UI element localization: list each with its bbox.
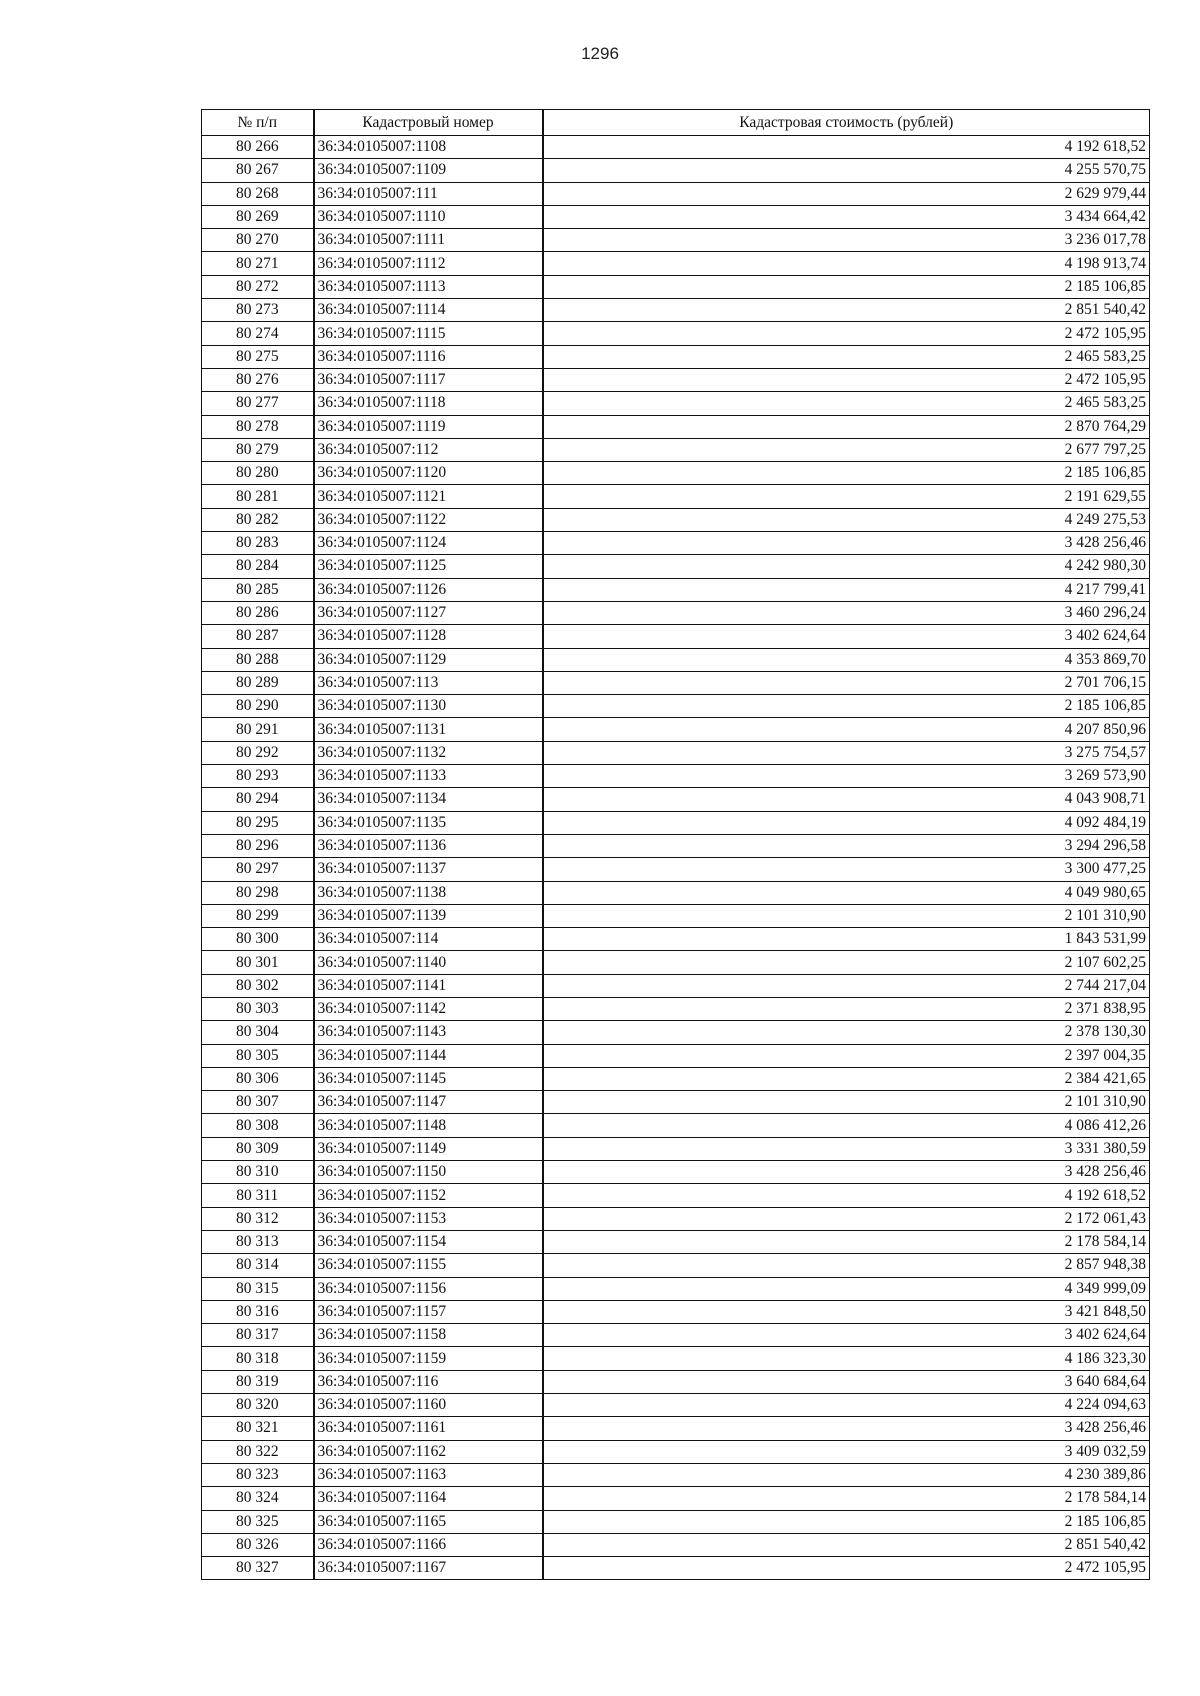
cadastral-number: 36:34:0105007:1125	[314, 555, 543, 578]
table-row	[202, 415, 1150, 438]
cadastral-number: 36:34:0105007:1120	[314, 462, 543, 485]
cadastral-number: 36:34:0105007:116	[314, 1370, 543, 1393]
table-row	[202, 671, 1150, 694]
table-row	[202, 1254, 1150, 1277]
table-row	[202, 788, 1150, 811]
cadastral-number: 36:34:0105007:1160	[314, 1394, 543, 1417]
table-row	[202, 601, 1150, 624]
cadastral-number: 36:34:0105007:1129	[314, 648, 543, 671]
table-row	[202, 1067, 1150, 1090]
cadastral-number: 36:34:0105007:1153	[314, 1207, 543, 1230]
table-row	[202, 1463, 1150, 1486]
table-row	[202, 1347, 1150, 1370]
row-number: 80 279	[202, 438, 314, 461]
cadastral-number: 36:34:0105007:1127	[314, 601, 543, 624]
cadastral-number: 36:34:0105007:1147	[314, 1091, 543, 1114]
row-number: 80 315	[202, 1277, 314, 1300]
cadastral-number: 36:34:0105007:1150	[314, 1161, 543, 1184]
table-row	[202, 578, 1150, 601]
row-number: 80 277	[202, 392, 314, 415]
cadastral-value: 2 744 217,04	[543, 974, 1150, 997]
table-row	[202, 858, 1150, 881]
cadastral-value: 2 857 948,38	[543, 1254, 1150, 1277]
table-row	[202, 1114, 1150, 1137]
row-number: 80 272	[202, 275, 314, 298]
row-number: 80 295	[202, 811, 314, 834]
row-number: 80 303	[202, 997, 314, 1020]
cadastral-number: 36:34:0105007:1136	[314, 834, 543, 857]
row-number: 80 268	[202, 182, 314, 205]
cadastral-value: 3 300 477,25	[543, 858, 1150, 881]
row-number: 80 320	[202, 1394, 314, 1417]
cadastral-value: 4 217 799,41	[543, 578, 1150, 601]
table-row	[202, 1533, 1150, 1556]
row-number: 80 318	[202, 1347, 314, 1370]
cadastral-value: 3 269 573,90	[543, 765, 1150, 788]
cadastral-number: 36:34:0105007:1117	[314, 368, 543, 391]
table-row	[202, 625, 1150, 648]
row-number: 80 304	[202, 1021, 314, 1044]
table-row	[202, 1557, 1150, 1580]
cadastral-value: 3 434 664,42	[543, 205, 1150, 228]
cadastral-value: 3 428 256,46	[543, 532, 1150, 555]
cadastral-value: 4 249 275,53	[543, 508, 1150, 531]
cadastral-value: 2 701 706,15	[543, 671, 1150, 694]
cadastral-number: 36:34:0105007:1157	[314, 1300, 543, 1323]
cadastral-number: 36:34:0105007:1124	[314, 532, 543, 555]
cadastral-value: 4 186 323,30	[543, 1347, 1150, 1370]
row-number: 80 276	[202, 368, 314, 391]
cadastral-number: 36:34:0105007:1167	[314, 1557, 543, 1580]
table-row	[202, 1021, 1150, 1044]
row-number: 80 321	[202, 1417, 314, 1440]
table-row	[202, 438, 1150, 461]
table-row	[202, 1044, 1150, 1067]
table-row	[202, 392, 1150, 415]
cadastral-number: 36:34:0105007:1133	[314, 765, 543, 788]
cadastral-value: 4 242 980,30	[543, 555, 1150, 578]
row-number: 80 287	[202, 625, 314, 648]
cadastral-value: 4 198 913,74	[543, 252, 1150, 275]
cadastral-number: 36:34:0105007:1163	[314, 1463, 543, 1486]
table-row	[202, 765, 1150, 788]
table-row	[202, 252, 1150, 275]
row-number: 80 323	[202, 1463, 314, 1486]
row-number: 80 297	[202, 858, 314, 881]
row-number: 80 299	[202, 904, 314, 927]
cadastral-value: 3 275 754,57	[543, 741, 1150, 764]
table-row	[202, 951, 1150, 974]
table-row	[202, 1207, 1150, 1230]
cadastral-value: 4 224 094,63	[543, 1394, 1150, 1417]
row-number: 80 310	[202, 1161, 314, 1184]
cadastral-value: 1 843 531,99	[543, 928, 1150, 951]
cadastral-number: 36:34:0105007:1111	[314, 229, 543, 252]
cadastral-number: 36:34:0105007:1108	[314, 136, 543, 159]
cadastral-value: 4 043 908,71	[543, 788, 1150, 811]
cadastral-number: 36:34:0105007:1134	[314, 788, 543, 811]
cadastral-number: 36:34:0105007:1130	[314, 695, 543, 718]
row-number: 80 309	[202, 1137, 314, 1160]
cadastral-value: 4 230 389,86	[543, 1463, 1150, 1486]
cadastral-value: 2 101 310,90	[543, 1091, 1150, 1114]
table-row	[202, 1417, 1150, 1440]
table-row	[202, 1324, 1150, 1347]
table-header	[202, 110, 1150, 136]
row-number: 80 294	[202, 788, 314, 811]
table-row	[202, 741, 1150, 764]
cadastral-value: 2 629 979,44	[543, 182, 1150, 205]
table-row	[202, 508, 1150, 531]
cadastral-value: 2 371 838,95	[543, 997, 1150, 1020]
table-row	[202, 462, 1150, 485]
row-number: 80 308	[202, 1114, 314, 1137]
cadastral-value: 2 185 106,85	[543, 1510, 1150, 1533]
cadastral-value: 4 349 999,09	[543, 1277, 1150, 1300]
table-row	[202, 229, 1150, 252]
cadastral-number: 36:34:0105007:111	[314, 182, 543, 205]
cadastral-number: 36:34:0105007:1131	[314, 718, 543, 741]
table-row	[202, 648, 1150, 671]
row-number: 80 319	[202, 1370, 314, 1393]
cadastral-number: 36:34:0105007:1166	[314, 1533, 543, 1556]
row-number: 80 280	[202, 462, 314, 485]
cadastral-value: 2 185 106,85	[543, 695, 1150, 718]
cadastral-number: 36:34:0105007:1139	[314, 904, 543, 927]
table-row	[202, 1091, 1150, 1114]
cadastral-value: 4 192 618,52	[543, 136, 1150, 159]
row-number: 80 301	[202, 951, 314, 974]
row-number: 80 284	[202, 555, 314, 578]
table-row	[202, 1487, 1150, 1510]
cadastral-number: 36:34:0105007:1122	[314, 508, 543, 531]
table-row	[202, 1510, 1150, 1533]
cadastral-number: 36:34:0105007:1141	[314, 974, 543, 997]
cadastral-value: 2 397 004,35	[543, 1044, 1150, 1067]
row-number: 80 271	[202, 252, 314, 275]
cadastral-value: 2 472 105,95	[543, 1557, 1150, 1580]
cadastral-number: 36:34:0105007:1164	[314, 1487, 543, 1510]
cadastral-number: 36:34:0105007:1161	[314, 1417, 543, 1440]
cadastral-value: 4 086 412,26	[543, 1114, 1150, 1137]
cadastral-value: 2 178 584,14	[543, 1230, 1150, 1253]
table-row	[202, 532, 1150, 555]
cadastral-value: 3 402 624,64	[543, 625, 1150, 648]
row-number: 80 273	[202, 299, 314, 322]
cadastral-number: 36:34:0105007:112	[314, 438, 543, 461]
row-number: 80 289	[202, 671, 314, 694]
table-row	[202, 718, 1150, 741]
row-number: 80 293	[202, 765, 314, 788]
cadastral-value: 2 472 105,95	[543, 368, 1150, 391]
column-header-cadastral-value: Кадастровая стоимость (рублей)	[543, 110, 1150, 136]
cadastral-value: 2 851 540,42	[543, 299, 1150, 322]
table-row	[202, 182, 1150, 205]
cadastral-number: 36:34:0105007:1112	[314, 252, 543, 275]
table-row	[202, 997, 1150, 1020]
cadastral-number: 36:34:0105007:1109	[314, 159, 543, 182]
cadastral-value: 2 465 583,25	[543, 345, 1150, 368]
cadastral-number: 36:34:0105007:1162	[314, 1440, 543, 1463]
column-header-cadastral-number: Кадастровый номер	[314, 110, 543, 136]
cadastral-value: 3 421 848,50	[543, 1300, 1150, 1323]
row-number: 80 270	[202, 229, 314, 252]
row-number: 80 288	[202, 648, 314, 671]
table-row	[202, 299, 1150, 322]
cadastral-value: 3 402 624,64	[543, 1324, 1150, 1347]
table-row	[202, 974, 1150, 997]
table-row	[202, 1161, 1150, 1184]
cadastral-value: 2 185 106,85	[543, 462, 1150, 485]
cadastral-number: 36:34:0105007:1126	[314, 578, 543, 601]
cadastral-value: 2 465 583,25	[543, 392, 1150, 415]
row-number: 80 296	[202, 834, 314, 857]
table-row	[202, 904, 1150, 927]
row-number: 80 266	[202, 136, 314, 159]
table-row	[202, 1300, 1150, 1323]
row-number: 80 305	[202, 1044, 314, 1067]
table-row	[202, 695, 1150, 718]
cadastral-number: 36:34:0105007:1116	[314, 345, 543, 368]
row-number: 80 325	[202, 1510, 314, 1533]
row-number: 80 316	[202, 1300, 314, 1323]
row-number: 80 314	[202, 1254, 314, 1277]
table-row	[202, 811, 1150, 834]
table-row	[202, 1394, 1150, 1417]
table-row	[202, 881, 1150, 904]
row-number: 80 322	[202, 1440, 314, 1463]
cadastral-value: 4 049 980,65	[543, 881, 1150, 904]
header-row	[202, 110, 1150, 136]
cadastral-value: 2 378 130,30	[543, 1021, 1150, 1044]
cadastral-number: 36:34:0105007:1142	[314, 997, 543, 1020]
cadastral-number: 36:34:0105007:1119	[314, 415, 543, 438]
cadastral-number: 36:34:0105007:1110	[314, 205, 543, 228]
cadastral-number: 36:34:0105007:1159	[314, 1347, 543, 1370]
table-row	[202, 345, 1150, 368]
cadastral-value: 3 294 296,58	[543, 834, 1150, 857]
table-row	[202, 1230, 1150, 1253]
cadastral-value: 3 236 017,78	[543, 229, 1150, 252]
row-number: 80 274	[202, 322, 314, 345]
cadastral-value: 4 192 618,52	[543, 1184, 1150, 1207]
cadastral-value: 2 185 106,85	[543, 275, 1150, 298]
table-body	[202, 136, 1150, 1580]
row-number: 80 307	[202, 1091, 314, 1114]
cadastral-value: 2 172 061,43	[543, 1207, 1150, 1230]
cadastral-number: 36:34:0105007:1118	[314, 392, 543, 415]
row-number: 80 281	[202, 485, 314, 508]
row-number: 80 312	[202, 1207, 314, 1230]
row-number: 80 313	[202, 1230, 314, 1253]
cadastral-number: 36:34:0105007:1121	[314, 485, 543, 508]
table-row	[202, 1440, 1150, 1463]
cadastral-number: 36:34:0105007:1115	[314, 322, 543, 345]
cadastral-number: 36:34:0105007:1113	[314, 275, 543, 298]
cadastral-value: 2 384 421,65	[543, 1067, 1150, 1090]
row-number: 80 311	[202, 1184, 314, 1207]
cadastral-value: 4 207 850,96	[543, 718, 1150, 741]
column-header-number: № п/п	[202, 110, 314, 136]
table-row	[202, 1184, 1150, 1207]
cadastral-number: 36:34:0105007:1143	[314, 1021, 543, 1044]
cadastral-value-table	[201, 109, 1150, 1580]
row-number: 80 285	[202, 578, 314, 601]
row-number: 80 278	[202, 415, 314, 438]
cadastral-value: 3 428 256,46	[543, 1161, 1150, 1184]
row-number: 80 317	[202, 1324, 314, 1347]
table-row	[202, 322, 1150, 345]
table-row	[202, 205, 1150, 228]
table-row	[202, 485, 1150, 508]
cadastral-value: 3 640 684,64	[543, 1370, 1150, 1393]
row-number: 80 267	[202, 159, 314, 182]
cadastral-number: 36:34:0105007:1148	[314, 1114, 543, 1137]
cadastral-value: 3 409 032,59	[543, 1440, 1150, 1463]
row-number: 80 290	[202, 695, 314, 718]
row-number: 80 283	[202, 532, 314, 555]
cadastral-number: 36:34:0105007:1138	[314, 881, 543, 904]
row-number: 80 298	[202, 881, 314, 904]
cadastral-number: 36:34:0105007:114	[314, 928, 543, 951]
cadastral-number: 36:34:0105007:1155	[314, 1254, 543, 1277]
row-number: 80 291	[202, 718, 314, 741]
cadastral-number: 36:34:0105007:1137	[314, 858, 543, 881]
cadastral-number: 36:34:0105007:1135	[314, 811, 543, 834]
cadastral-number: 36:34:0105007:1128	[314, 625, 543, 648]
table-row	[202, 159, 1150, 182]
cadastral-value: 2 851 540,42	[543, 1533, 1150, 1556]
row-number: 80 306	[202, 1067, 314, 1090]
row-number: 80 275	[202, 345, 314, 368]
row-number: 80 327	[202, 1557, 314, 1580]
cadastral-value: 4 353 869,70	[543, 648, 1150, 671]
cadastral-value: 2 178 584,14	[543, 1487, 1150, 1510]
row-number: 80 300	[202, 928, 314, 951]
cadastral-value: 3 331 380,59	[543, 1137, 1150, 1160]
cadastral-number: 36:34:0105007:1156	[314, 1277, 543, 1300]
table-row	[202, 928, 1150, 951]
page-number: 1296	[581, 44, 619, 63]
table-row	[202, 136, 1150, 159]
cadastral-number: 36:34:0105007:1149	[314, 1137, 543, 1160]
cadastral-value: 2 101 310,90	[543, 904, 1150, 927]
cadastral-value: 2 107 602,25	[543, 951, 1150, 974]
cadastral-number: 36:34:0105007:1154	[314, 1230, 543, 1253]
cadastral-value: 3 428 256,46	[543, 1417, 1150, 1440]
row-number: 80 286	[202, 601, 314, 624]
table-row	[202, 555, 1150, 578]
cadastral-number: 36:34:0105007:1140	[314, 951, 543, 974]
table-row	[202, 275, 1150, 298]
row-number: 80 269	[202, 205, 314, 228]
row-number: 80 302	[202, 974, 314, 997]
row-number: 80 282	[202, 508, 314, 531]
cadastral-value: 4 255 570,75	[543, 159, 1150, 182]
table-row	[202, 368, 1150, 391]
row-number: 80 326	[202, 1533, 314, 1556]
cadastral-value: 4 092 484,19	[543, 811, 1150, 834]
table-row	[202, 1370, 1150, 1393]
cadastral-number: 36:34:0105007:1114	[314, 299, 543, 322]
cadastral-number: 36:34:0105007:1132	[314, 741, 543, 764]
row-number: 80 324	[202, 1487, 314, 1510]
cadastral-number: 36:34:0105007:1158	[314, 1324, 543, 1347]
table-row	[202, 1277, 1150, 1300]
row-number: 80 292	[202, 741, 314, 764]
cadastral-value: 2 472 105,95	[543, 322, 1150, 345]
cadastral-value: 2 677 797,25	[543, 438, 1150, 461]
cadastral-number: 36:34:0105007:1145	[314, 1067, 543, 1090]
cadastral-value: 2 191 629,55	[543, 485, 1150, 508]
cadastral-number: 36:34:0105007:1144	[314, 1044, 543, 1067]
cadastral-number: 36:34:0105007:113	[314, 671, 543, 694]
cadastral-number: 36:34:0105007:1152	[314, 1184, 543, 1207]
table-row	[202, 834, 1150, 857]
cadastral-number: 36:34:0105007:1165	[314, 1510, 543, 1533]
cadastral-value: 2 870 764,29	[543, 415, 1150, 438]
cadastral-value: 3 460 296,24	[543, 601, 1150, 624]
table-row	[202, 1137, 1150, 1160]
